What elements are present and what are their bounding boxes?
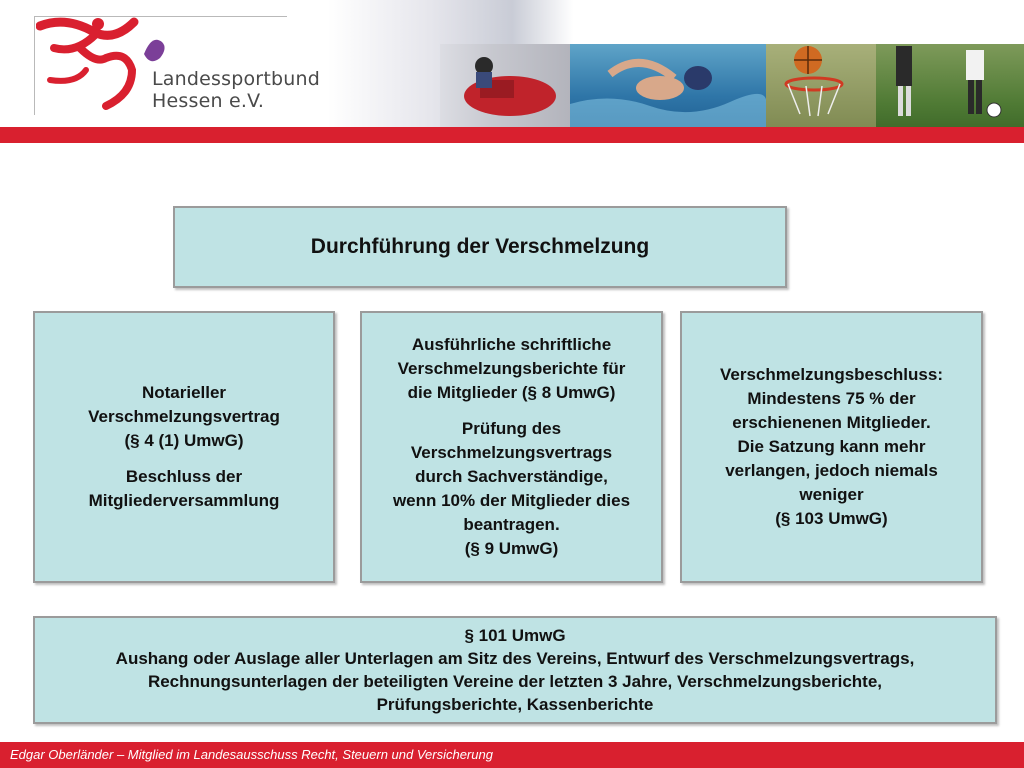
title-box [173,206,787,288]
box2-line: die Mitglieder (§ 8 UmwG) [407,383,616,402]
box3-line: Mindestens 75 % der [747,389,916,408]
sports-photo-strip [330,44,1024,130]
box3-line: weniger [799,485,864,504]
box2-line: durch Sachverständige, [415,467,608,486]
logo-line-2: Hessen e.V. [152,90,265,112]
logo-line-1: Landessportbund [152,68,320,90]
swimmer-photo [570,44,766,130]
box3-line: Verschmelzungsbeschluss: [720,365,943,384]
box2-line: beantragen. [463,515,560,534]
box-merger-resolution [680,311,983,583]
box2-line: Verschmelzungsberichte für [397,359,626,378]
bottom-line: Aushang oder Auslage aller Unterlagen am Sitz des Vereins, Entwurf des Verschmelzungsvertrags, [115,649,915,668]
box1-line: (§ 4 (1) UmwG) [124,431,244,450]
bobsled-photo [440,44,570,130]
soccer-photo [876,44,1024,130]
bottom-line: Prüfungsberichte, Kassenberichte [376,695,654,714]
box2-line: Ausführliche schriftliche [411,335,612,354]
box3-line: erschienenen Mitglieder. [732,413,931,432]
box1-line: Verschmelzungsvertrag [88,407,280,426]
box3-line: Die Satzung kann mehr [737,437,926,456]
footer-bar [0,742,1024,768]
box1-line: Beschluss der [125,467,243,486]
box3-line: verlangen, jedoch niemals [725,461,938,480]
box1-line: Mitgliederversammlung [88,491,280,510]
bottom-heading: § 101 UmwG [464,626,566,645]
logo-text [152,68,320,112]
header-banner [0,0,1024,130]
box-merger-reports [360,311,663,583]
footer-text: Edgar Oberländer – Mitglied im Landesausschuss Recht, Steuern und Versicherung [10,747,493,762]
box2-line: Verschmelzungsvertrags [410,443,613,462]
box-notarial-contract [33,311,335,583]
box3-line: (§ 103 UmwG) [775,509,888,528]
box2-line: (§ 9 UmwG) [464,539,559,558]
box2-line: Prüfung des [461,419,562,438]
box-document-display [33,616,997,724]
box1-line: Notarieller [141,383,227,402]
box2-line: wenn 10% der Mitglieder dies [392,491,631,510]
header-accent-bar [0,127,1024,143]
basketball-photo [766,44,876,130]
diagram-title: Durchführung der Verschmelzung [310,235,650,258]
bottom-line: Rechnungsunterlagen der beteiligten Vereine der letzten 3 Jahre, Verschmelzungsberichte, [147,672,883,691]
